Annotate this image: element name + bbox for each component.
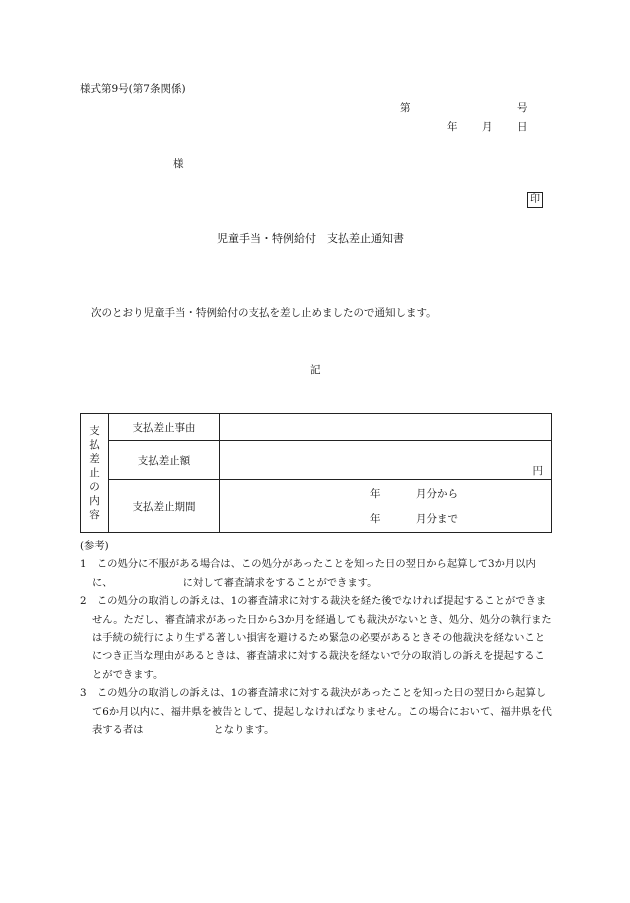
form-number: 様式第9号(第7条関係) bbox=[80, 83, 186, 95]
amount-label: 支払差止額 bbox=[109, 441, 220, 480]
side-label: 支 払 差 止 の 内 容 bbox=[81, 414, 109, 533]
ki-heading: 記 bbox=[310, 364, 321, 376]
period-to-text: 月分まで bbox=[416, 513, 458, 525]
period-from-text: 月分から bbox=[416, 488, 458, 500]
period-from-year: 年 bbox=[370, 488, 381, 500]
amount-field[interactable] bbox=[220, 441, 552, 480]
period-label: 支払差止期間 bbox=[109, 480, 220, 533]
intro-text: 次のとおり児童手当・特例給付の支払を差し止めましたので通知します。 bbox=[91, 307, 437, 319]
amount-unit: 円 bbox=[532, 465, 543, 477]
period-to-year: 年 bbox=[370, 513, 381, 525]
number-prefix: 第 bbox=[400, 102, 411, 114]
date-month: 月 bbox=[482, 121, 493, 133]
seal-mark: 印 bbox=[527, 192, 543, 208]
reference-heading: (参考) bbox=[80, 540, 109, 552]
number-suffix: 号 bbox=[517, 102, 528, 114]
details-table bbox=[80, 413, 552, 533]
reference-item-2: 2 この処分の取消しの訴えは、1の審査請求に対する裁決を経た後でなければ提起することができません。ただし、審査請求があった日から3か月を経過しても裁決がないとき、処分、処分の執行または手続の続行により生ずる著しい損害を避けるため緊急の必要があるときその他裁決を経ないことにつき正当な理由があるときは、審査請求に対する裁決を経ないで分の取消しの訴えを提起することができます。 bbox=[80, 595, 552, 681]
reference-item-3: 3 この処分の取消しの訴えは、1の審査請求に対する裁決があったことを知った日の翌日から起算して6か月以内に、福井県を被告として、提起しなければなりません。この場合において、福井県を代表する者は となります。 bbox=[80, 687, 552, 737]
reason-field[interactable] bbox=[220, 414, 552, 441]
reference-item-1: 1 この処分に不服がある場合は、この処分があったことを知った日の翌日から起算して3か月以内に、 に対して審査請求をすることができます。 bbox=[80, 558, 536, 589]
document-title: 児童手当・特例給付 支払差止通知書 bbox=[217, 232, 404, 245]
date-day: 日 bbox=[517, 121, 528, 133]
reason-label: 支払差止事由 bbox=[109, 414, 220, 441]
addressee-suffix: 様 bbox=[173, 158, 184, 170]
date-year: 年 bbox=[447, 121, 458, 133]
period-field[interactable] bbox=[220, 480, 552, 533]
reference-notes bbox=[80, 537, 552, 739]
